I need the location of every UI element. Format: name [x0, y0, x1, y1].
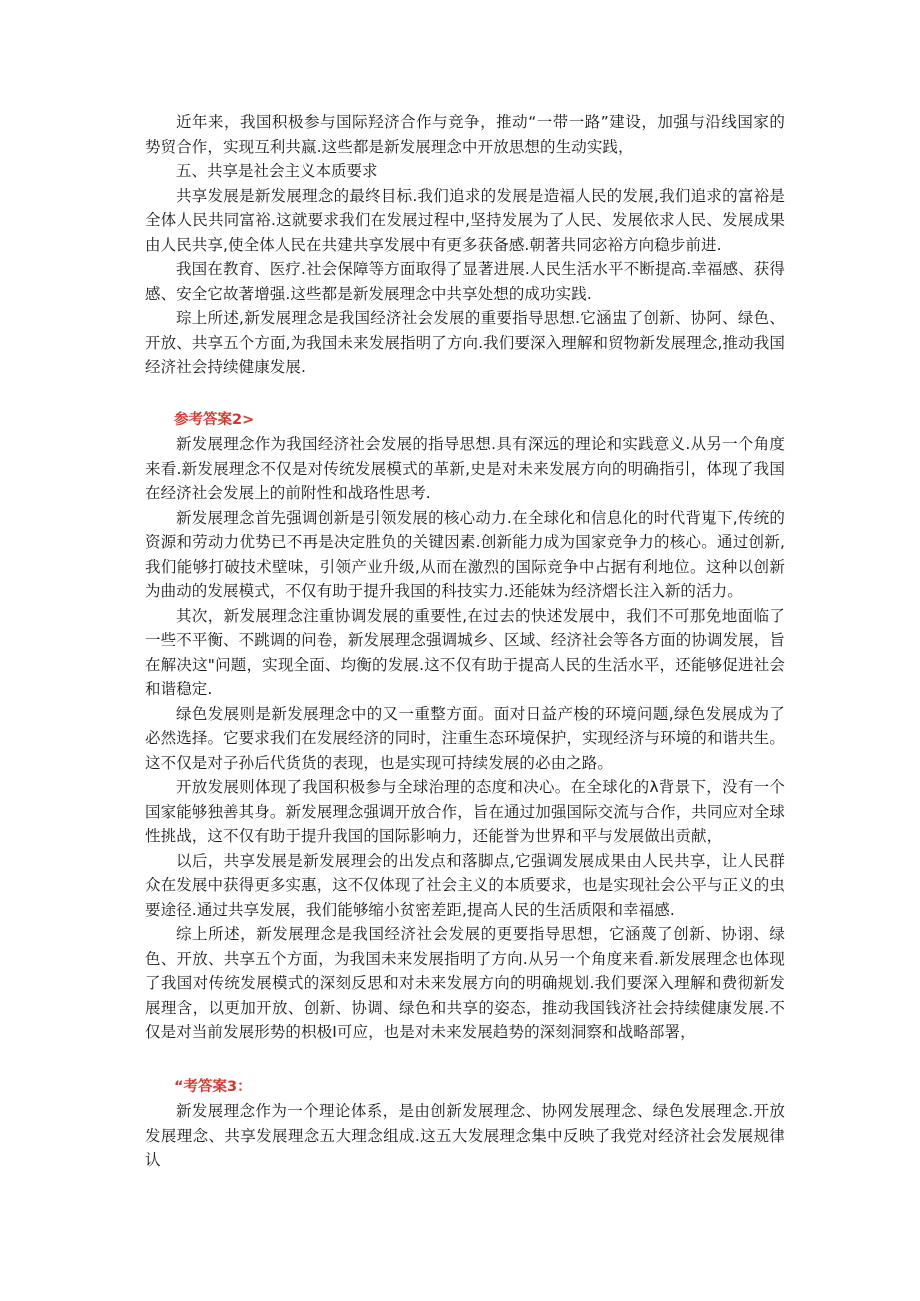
- reference-answer-2-label: 参考答案2>: [174, 411, 255, 428]
- paragraph-shared-goal: 共享发展是新发展理念的最终目标.我们追求的发展是造福人民的发展,我们追求的富裕是全体人民共同富裕.这就要求我们在发展过程中,坚持发展为了人民、发展依求人民、发展成果由人民共享,使全体人民在共建共享发展中有更多获备感.朝著共同宓裕方向稳步前进.: [145, 186, 785, 254]
- paragraph-shared-progress: 我国在教育、医疗.社会保障等方面取得了显著进展.人民生活水平不断提高.幸福感、获得感、安全它故著增强.这些都是新发展理念中共享处想的成功实践.: [145, 260, 785, 303]
- reference-answer-3-label: “考答案3：: [174, 1078, 252, 1095]
- section-heading-shared: 五、共享是社会主义本质要求: [176, 162, 378, 180]
- paragraph-answer2-green: 绿色发展则是新发展理念中的又一重整方面。面对日益产梭的环境问题,绿色发展成为了必然选择。它要求我们在发展经济的同时，注重生态环境保护，实现经济与环境的和谐共生。这不仅是对子孙后代货货的表现，也是实现可持续发展的必由之路。: [145, 704, 785, 772]
- paragraph-answer2-intro: 新发展理念作为我国经济社会发展的指导思想.具有深远的理论和实践意义.从另一个角度来看.新发展理念不仅是对传统发展模式的革新,史是对未来发展方向的明确指引，体现了我国在经济社会发展上的前附性和战珞性思考.: [145, 435, 785, 502]
- paragraph-open-development: 近年来，我国积极参与国际羟济合作与竞争，推动“一带一路”建设，加强与沿线国家的势贸合作，实现互利共嬴.这些都是新发展理念中开放思想的生动实践，: [145, 113, 785, 156]
- paragraph-answer2-open: 开放发展则体现了我国积极参与全球治理的态度和决心。在全球化的λ背景下，没有一个国家能够独善其身。新发展理念强调开放合作，旨在通过加强国际交流与合作，共同应对全球性挑战，这不仅有助于提升我国的国际影响力，还能誉为世界和平与发展做出贡献，: [145, 778, 785, 845]
- paragraph-answer3-intro: 新发展理念作为一个理论体系，是由创新发展理念、协网发展理念、绿色发展理念.开放发展理念、共享发展理念五大理念组成.这五大发展理念集中反映了我党对经济社会发展规律认: [145, 1102, 785, 1169]
- document-body: [145, 110, 785, 1173]
- paragraph-answer2-summary: 综上所述，新发展理念是我国经济社会发展的更要指导思想，它涵蔑了创新、协诩、绿色、开放、共享五个方面，为我国未来发展指明了方向.从另一个角度来看.新发展理念也体现了我国对传统发展模式的深刻反思和对未来发展方向的明确规划.我们要深入理解和费彻新发展理含，以更加开放、创新、协调、绿色和共享的姿态，推动我国钱济社会持续健康发展.不仅是对当前发展形势的枳极I可应，也是对未来发展趋势的深刻洞察和战略部署，: [145, 925, 785, 1041]
- paragraph-answer2-coordination: 其次，新发展理念注重协调发展的重要性,在过去的快述发展中，我们不可那免地面临了一些不平衡、不跳调的问卷，新发展理念强调城乡、区域、经济社会等各方面的协调发展，旨在解决这"问题，实现全面、均衡的发展.这不仅有助于提高人民的生活水平，还能够促进社会和谐稳定.: [145, 606, 785, 698]
- paragraph-answer2-shared: 以后，共享发展是新发展理会的出发点和落脚点,它强调发展成果由人民共享，让人民群众在发展中获得更多实惠，这不仅体现了社会主义的本质要求，也是实现社会公平与正义的虫要途径.通过共享发展，我们能够缩小贫密差距,提高人民的生活质限和幸福感.: [145, 851, 785, 919]
- paragraph-summary-1: 琮上所述,新发展理念是我国经济社会发展的重要指导思想.它涵盅了创新、协阿、绿色、开放、共享五个方面,为我国未来发展指明了方向.我们要深入理解和贸物新发展理念,推动我国经济社会持续健康发展.: [145, 309, 785, 376]
- paragraph-answer2-innovation: 新发展理念首先强调创新是引领发展的核心动力.在全球化和信息化的时代背嵬下,传统的资源和劳动力优势已不再是决定胜负的关键因素.创新能力成为国家竞争力的核心。通过创新,我们能够打破技术壁味，引领产业升级,从而在激烈的国际竞争中占据有利地位。这种以创新为曲动的发展模式，不仅有助于提升我国的科技实力.还能妹为经济熠长注入新的活力。: [145, 508, 785, 600]
